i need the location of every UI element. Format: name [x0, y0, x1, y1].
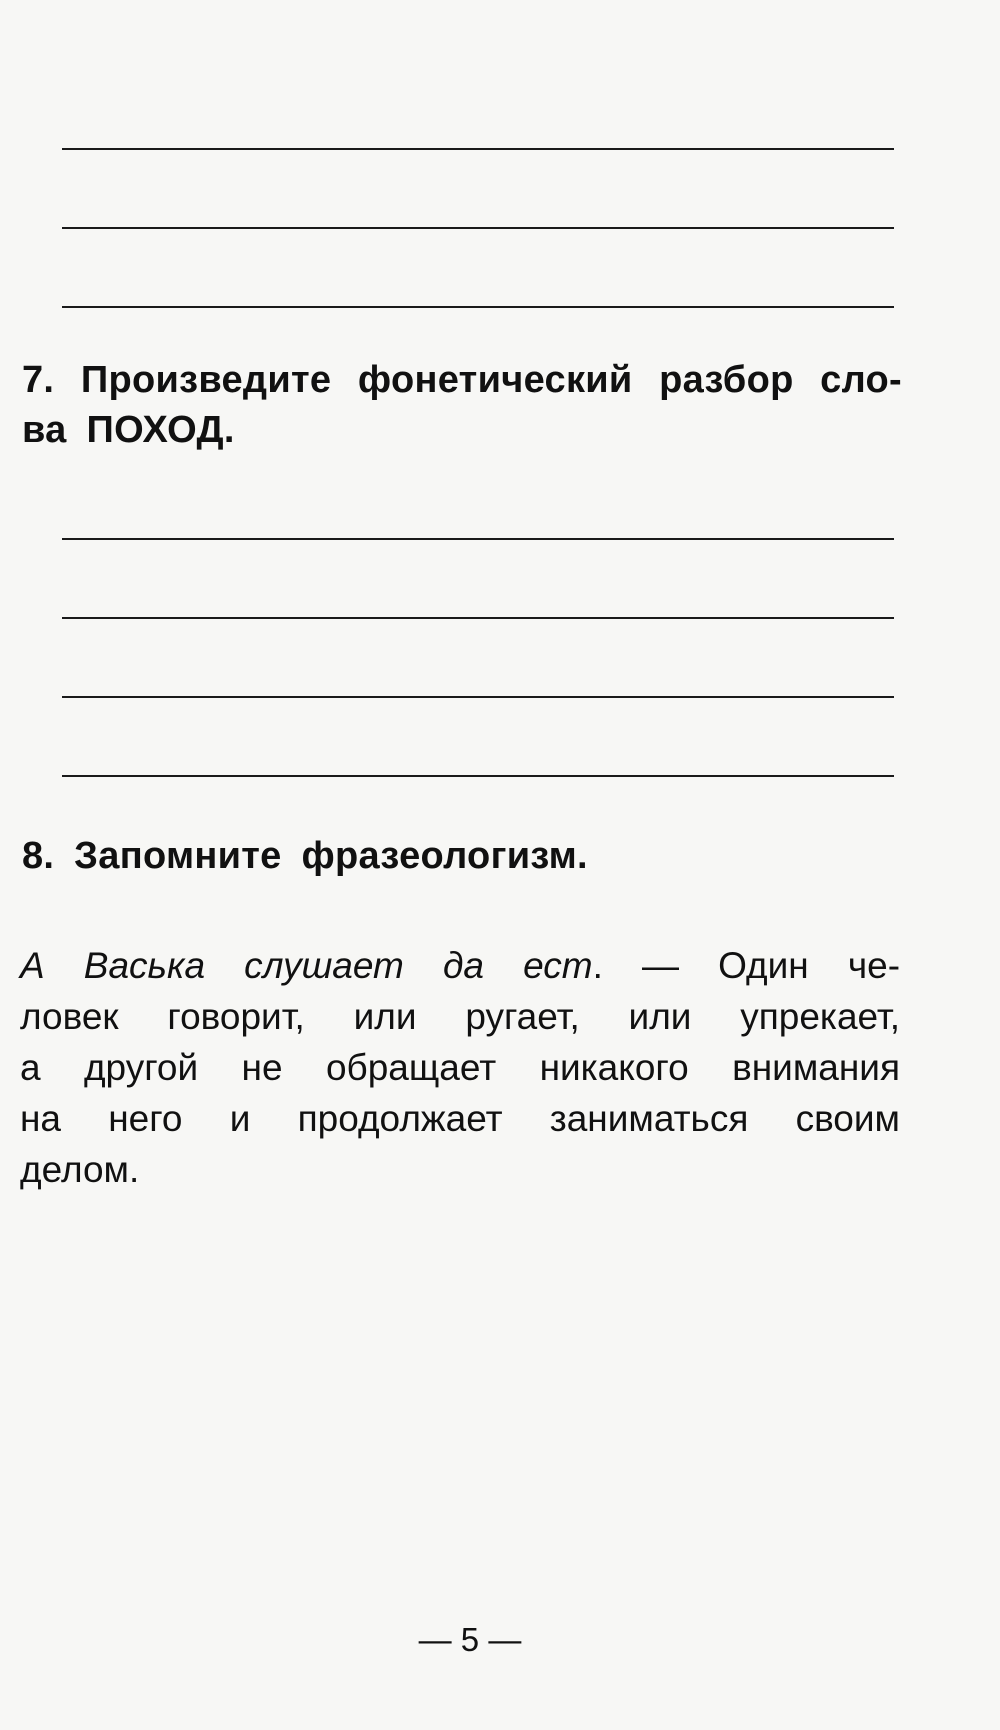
- idiom-line-2: ловек говорит, или ругает, или упрекает,: [20, 996, 900, 1037]
- answer-line[interactable]: [62, 775, 894, 777]
- idiom-line-3: а другой не обращает никакого внимания: [20, 1047, 900, 1088]
- task-8-heading-text: 8. Запомните фразеологизм.: [22, 835, 588, 877]
- task-7-heading: [22, 355, 902, 455]
- idiom-line-1: [20, 940, 900, 991]
- task-8-heading: [22, 831, 902, 881]
- idiom-line-1-rest: . — Один че-: [592, 945, 901, 986]
- idiom-definition: [20, 940, 900, 1195]
- answer-line[interactable]: [62, 306, 894, 308]
- answer-line[interactable]: [62, 227, 894, 229]
- answer-line[interactable]: [62, 148, 894, 150]
- answer-line[interactable]: [62, 538, 894, 540]
- task-7-heading-line-2: ва ПОХОД.: [22, 409, 235, 451]
- task-7-heading-line-1: 7. Произведите фонетический разбор сло-: [22, 359, 902, 401]
- answer-line[interactable]: [62, 696, 894, 698]
- idiom-line-4: на него и продолжает заниматься своим: [20, 1098, 900, 1139]
- page-number: — 5 —: [418, 1621, 522, 1658]
- idiom-phrase: А Васька слушает да ест: [20, 945, 593, 986]
- idiom-line-5: делом.: [20, 1149, 140, 1190]
- answer-line[interactable]: [62, 617, 894, 619]
